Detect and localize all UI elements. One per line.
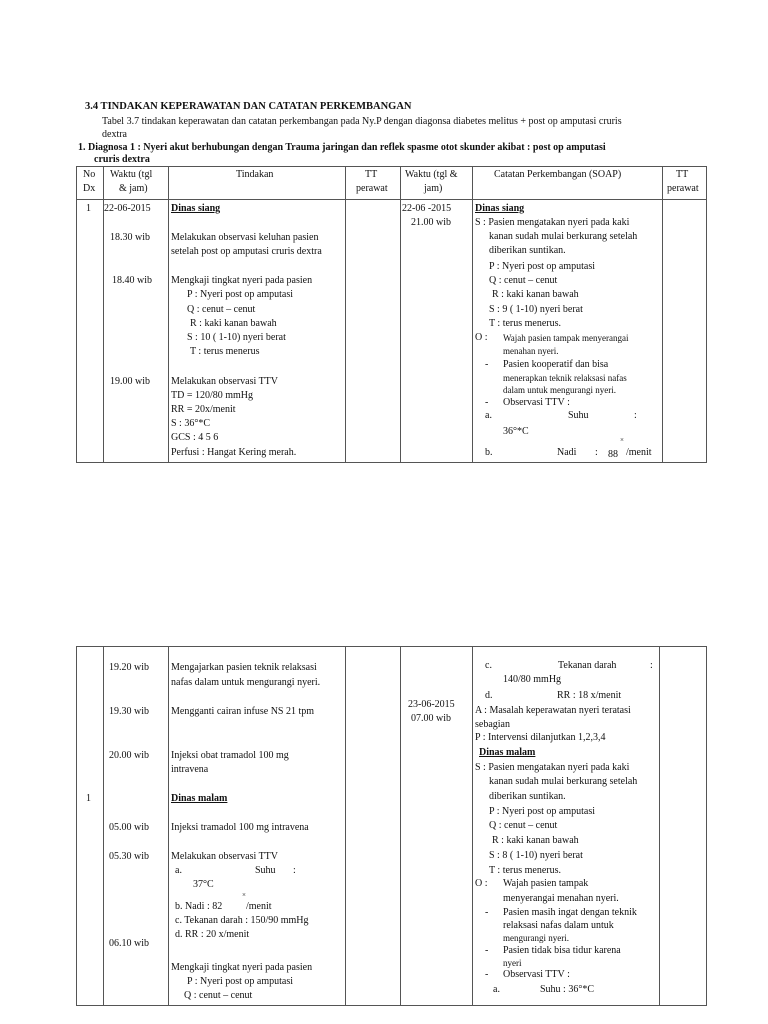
t2-time-1: 19.20 wib [109, 662, 149, 673]
t2-tindakan-line: d. RR : 20 x/menit [175, 929, 250, 940]
t1-soap-line: Q : cenut – cenut [489, 275, 558, 286]
t1-soap-line: a. [485, 410, 492, 421]
t2-eval-time: 07.00 wib [411, 713, 451, 724]
t1-soap-line: 88 [608, 449, 618, 460]
t2-tindakan-line: Q : cenut – cenut [184, 990, 253, 1001]
t2-tindakan-line: Injeksi obat tramadol 100 mg [171, 750, 289, 761]
t2-tindakan-line: Melakukan observasi TTV [171, 851, 279, 862]
t1-soap-line: S : Pasien mengatakan nyeri pada kaki [475, 217, 630, 228]
table-caption-line-2: dextra [102, 129, 127, 140]
col-waktu-label-2: & jam) [119, 183, 148, 194]
t2-soap-line: sebagian [475, 719, 510, 730]
t2-soap-line: Tekanan darah [558, 660, 617, 671]
multiply-mark: × [620, 436, 624, 444]
t2-tindakan-line: nafas dalam untuk mengurangi nyeri. [171, 677, 321, 688]
col-waktu2-label: Waktu (tgl & [405, 169, 458, 180]
t1-eval-date: 22-06 -2015 [402, 203, 452, 214]
t2-soap-bullet: - [485, 945, 489, 956]
t2-soap-line: R : kaki kanan bawah [492, 835, 579, 846]
t1-soap-line: kanan sudah mulai berkurang setelah [489, 231, 638, 242]
t2-soap-line: Pasien tidak bisa tidur karena [503, 945, 621, 956]
t2-soap-line: mengurangi nyeri. [503, 933, 569, 943]
t1-soap-line: Observasi TTV : [503, 397, 570, 408]
t2-tindakan-line: P : Nyeri post op amputasi [187, 976, 294, 987]
t2-tindakan-line: a. [175, 865, 182, 876]
diagnosis-line-2: cruris dextra [94, 154, 150, 165]
t1-soap-line: O : [475, 332, 488, 343]
t1-soap-line: T : terus menerus. [489, 318, 562, 329]
t2-tindakan-line: c. Tekanan darah : 150/90 mmHg [175, 915, 309, 926]
t2-soap-line: : [650, 660, 653, 671]
t1-soap-bullet: - [485, 397, 489, 408]
t2-soap-line: S : 8 ( 1-10) nyeri berat [489, 850, 583, 861]
t2-tindakan-line: 37°C [193, 879, 214, 890]
t1-soap-line: 36°*C [503, 426, 529, 437]
t1-soap-line: b. [485, 447, 493, 458]
t2-soap-line: c. [485, 660, 492, 671]
t1-tindakan-line: T : terus menerus [190, 346, 260, 357]
t2-soap-line: menyerangai menahan nyeri. [503, 893, 619, 904]
col-tt-label: TT [365, 169, 378, 180]
multiply-mark: × [242, 891, 246, 899]
t2-tindakan-line: Mengkaji tingkat nyeri pada pasien [171, 962, 313, 973]
t1-soap-line: menerapkan teknik relaksasi nafas [503, 373, 627, 383]
t1-tindakan-line: Melakukan observasi keluhan pasien [171, 232, 319, 243]
t1-time-2: 18.40 wib [112, 275, 152, 286]
t1-soap-line: : [595, 447, 598, 458]
t1-tindakan-line: Mengkaji tingkat nyeri pada pasien [171, 275, 313, 286]
t1-tindakan-line: S : 10 ( 1-10) nyeri berat [187, 332, 286, 343]
col-catatan-label: Catatan Perkembangan (SOAP) [494, 169, 622, 180]
t2-soap-line: Suhu : 36°*C [540, 984, 595, 995]
t2-soap-line: Observasi TTV : [503, 969, 570, 980]
t2-tindakan-line: Injeksi tramadol 100 mg intravena [171, 822, 309, 833]
table-caption-line-1: Tabel 3.7 tindakan keperawatan dan catatan perkembangan pada Ny.P dengan diagonsa diabetes melitus + post op amputasi cruris [102, 116, 622, 127]
t2-tindakan-line: : [293, 865, 296, 876]
t1-soap-line: S : 9 ( 1-10) nyeri berat [489, 304, 583, 315]
t2-soap-line: A : Masalah keperawatan nyeri teratasi [475, 705, 631, 716]
diagnosis-line-1: 1. Diagnosa 1 : Nyeri akut berhubungan dengan Trauma jaringan dan reflek spasme otot skunder akibat : post op amputasi [78, 142, 606, 153]
t1-date: 22-06-2015 [104, 203, 151, 214]
col-dx-label: Dx [83, 183, 96, 194]
t2-soap-line: kanan sudah mulai berkurang setelah [489, 776, 638, 787]
t1-tindakan-line: P : Nyeri post op amputasi [187, 289, 294, 300]
t1-soap-bullet: - [485, 359, 489, 370]
t1-soap-line: Wajah pasien tampak menyerangai [503, 333, 629, 343]
t2-tindakan-line: Suhu [255, 865, 276, 876]
t2-soap-line: RR : 18 x/menit [557, 690, 622, 701]
col-no-label: No [83, 169, 96, 180]
t1-soap-line: R : kaki kanan bawah [492, 289, 579, 300]
t2-eval-date: 23-06-2015 [408, 699, 455, 710]
t2-soap-bullet: - [485, 969, 489, 980]
t1-soap-line: Nadi [557, 447, 577, 458]
col-tt-label-2: perawat [356, 183, 388, 194]
t2-tindakan-line: /menit [246, 901, 272, 912]
t2-time-2: 19.30 wib [109, 706, 149, 717]
t2-soap-line: O : [475, 878, 488, 889]
t1-tindakan-line: GCS : 4 5 6 [171, 432, 219, 443]
col-tt2-label: TT [676, 169, 689, 180]
t2-soap-line: diberikan suntikan. [489, 791, 566, 802]
t1-tindakan-line: S : 36°*C [171, 418, 211, 429]
t1-time-1: 18.30 wib [110, 232, 150, 243]
t1-soap-line: : [634, 410, 637, 421]
t2-time-3: 20.00 wib [109, 750, 149, 761]
t2-soap-line: Q : cenut – cenut [489, 820, 558, 831]
t2-soap-line: P : Intervensi dilanjutkan 1,2,3,4 [475, 732, 606, 743]
t2-soap-line: nyeri [503, 958, 522, 968]
col-waktu2-label-2: jam) [424, 183, 443, 194]
t1-tindakan-line: TD = 120/80 mmHg [171, 390, 254, 401]
t2-soap-line: Wajah pasien tampak [503, 878, 589, 889]
t1-soap-line: P : Nyeri post op amputasi [489, 261, 596, 272]
t2-soap-bullet: - [485, 907, 489, 918]
section-title: 3.4 TINDAKAN KEPERAWATAN DAN CATATAN PERKEMBANGAN [85, 101, 412, 112]
t2-soap-line: T : terus menerus. [489, 865, 562, 876]
t2-soap-line: P : Nyeri post op amputasi [489, 806, 596, 817]
t1-soap-line: Suhu [568, 410, 589, 421]
t1-soap-shift: Dinas siang [475, 203, 525, 214]
t2-tindakan-line: intravena [171, 764, 209, 775]
t2-no: 1 [86, 793, 91, 804]
t2-soap-line: 140/80 mmHg [503, 674, 562, 685]
t2-soap-shift: Dinas malam [479, 747, 536, 758]
t2-shift: Dinas malam [171, 793, 228, 804]
col-tt2-label-2: perawat [667, 183, 699, 194]
t2-soap-line: relaksasi nafas dalam untuk [503, 920, 614, 931]
t1-soap-line: dalam untuk mengurangi nyeri. [503, 385, 616, 395]
t1-tindakan-line: Perfusi : Hangat Kering merah. [171, 447, 297, 458]
t2-soap-line: Pasien masih ingat dengan teknik [503, 907, 637, 918]
t2-soap-line: d. [485, 690, 493, 701]
t1-tindakan-line: RR = 20x/menit [171, 404, 236, 415]
t1-soap-line: Pasien kooperatif dan bisa [503, 359, 609, 370]
t2-time-4: 05.00 wib [109, 822, 149, 833]
t1-no: 1 [86, 203, 91, 214]
t2-tindakan-line: Mengajarkan pasien teknik relaksasi [171, 662, 317, 673]
t1-tindakan-line: R : kaki kanan bawah [190, 318, 277, 329]
t1-time-3: 19.00 wib [110, 376, 150, 387]
t1-eval-time: 21.00 wib [411, 217, 451, 228]
t2-tindakan-line: b. Nadi : 82 [175, 901, 223, 912]
t1-soap-line: menahan nyeri. [503, 346, 559, 356]
col-waktu-label: Waktu (tgl [110, 169, 153, 180]
t2-soap-line: S : Pasien mengatakan nyeri pada kaki [475, 762, 630, 773]
t1-soap-line: /menit [626, 447, 652, 458]
t2-time-5: 05.30 wib [109, 851, 149, 862]
t2-time-6: 06.10 wib [109, 938, 149, 949]
t2-tindakan-line: Mengganti cairan infuse NS 21 tpm [171, 706, 315, 717]
t1-tindakan-line: Q : cenut – cenut [187, 304, 256, 315]
t1-tindakan-line: setelah post op amputasi cruris dextra [171, 246, 322, 257]
t1-tindakan-line: Melakukan observasi TTV [171, 376, 279, 387]
t1-soap-line: diberikan suntikan. [489, 245, 566, 256]
col-tindakan-label: Tindakan [236, 169, 274, 180]
t1-shift: Dinas siang [171, 203, 221, 214]
t2-soap-line: a. [493, 984, 500, 995]
